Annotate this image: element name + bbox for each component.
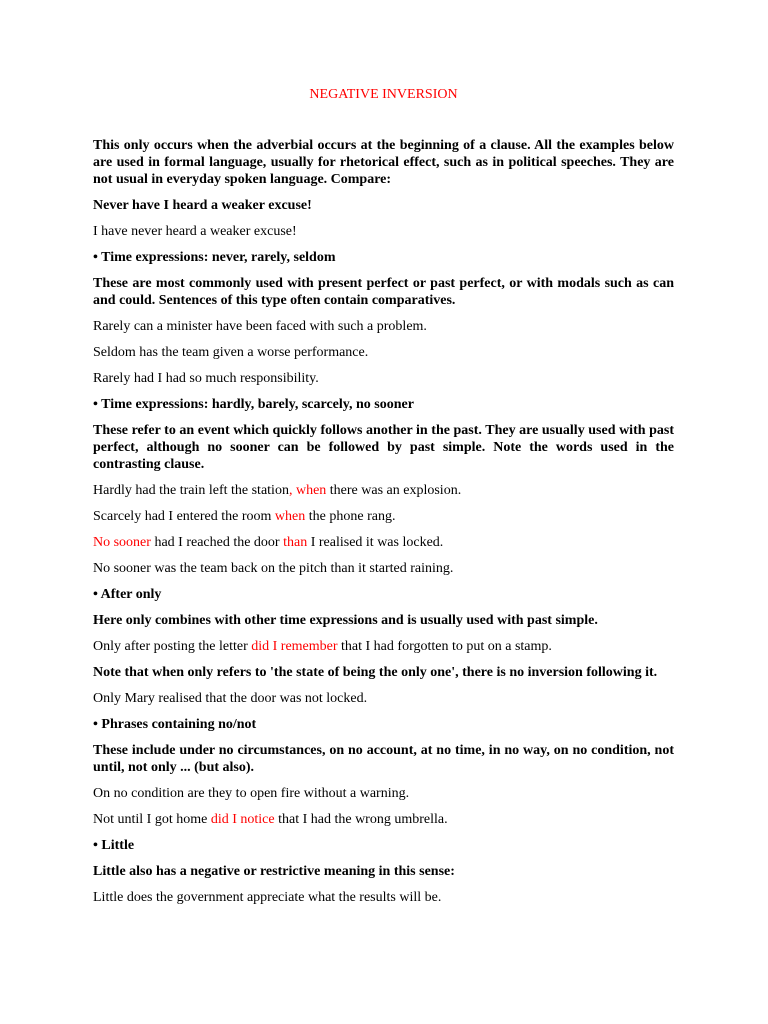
text-segment: These are most commonly used with present perfect or past perfect, or with modals such as can and could. Sentences of this type often contain comparatives. — [93, 276, 674, 308]
text-segment: No sooner was the team back on the pitch than it started raining. — [93, 561, 454, 576]
text-segment: Not until I got home — [93, 812, 211, 827]
text-segment: These refer to an event which quickly follows another in the past. They are usually used with past perfect, although no sooner can be followed by past simple. Note the words used in the contrasting clause. — [93, 423, 674, 472]
bold-paragraph — [93, 422, 674, 473]
highlighted-text: than — [283, 535, 308, 550]
text-segment: • Time expressions: hardly, barely, scarcely, no sooner — [93, 397, 414, 412]
bold-paragraph — [93, 586, 674, 603]
bold-paragraph — [93, 837, 674, 854]
example-sentence — [93, 638, 674, 655]
text-segment: Never have I heard a weaker excuse! — [93, 198, 312, 213]
example-sentence — [93, 482, 674, 499]
bold-paragraph — [93, 664, 674, 681]
example-sentence — [93, 223, 674, 240]
text-segment: • Time expressions: never, rarely, seldom — [93, 250, 336, 265]
text-segment: Note that when only refers to 'the state of being the only one', there is no inversion following it. — [93, 665, 658, 680]
text-segment: These include under no circumstances, on no account, at no time, in no way, on no condition, not until, not only ... (but also). — [93, 743, 674, 775]
text-segment: there was an explosion. — [326, 483, 462, 498]
text-segment: • Little — [93, 838, 135, 853]
text-segment: Only Mary realised that the door was not locked. — [93, 691, 368, 706]
text-segment: Rarely can a minister have been faced with such a problem. — [93, 319, 427, 334]
text-segment: that I had the wrong umbrella. — [274, 812, 448, 827]
bold-paragraph — [93, 197, 674, 214]
text-segment: Little does the government appreciate what the results will be. — [93, 890, 442, 905]
example-sentence — [93, 318, 674, 335]
text-segment: Seldom has the team given a worse performance. — [93, 345, 369, 360]
bold-paragraph — [93, 863, 674, 880]
text-segment: • Phrases containing no/not — [93, 717, 257, 732]
example-sentence — [93, 811, 674, 828]
bold-paragraph — [93, 742, 674, 776]
text-segment: had I reached the door — [150, 535, 284, 550]
highlighted-text: did I remember — [251, 639, 338, 654]
bold-paragraph — [93, 716, 674, 733]
bold-paragraph — [93, 137, 674, 188]
text-segment: This only occurs when the adverbial occurs at the beginning of a clause. All the examples below are used in formal language, usually for rhetorical effect, such as in political speeches. They are not usual in everyday spoken language. Compare: — [93, 138, 674, 187]
example-sentence — [93, 889, 674, 906]
example-sentence — [93, 344, 674, 361]
text-segment: the phone rang. — [305, 509, 396, 524]
highlighted-text: did I notice — [210, 812, 275, 827]
bold-paragraph — [93, 396, 674, 413]
example-sentence — [93, 508, 674, 525]
example-sentence — [93, 785, 674, 802]
highlighted-text: , when — [288, 483, 327, 498]
text-segment: Rarely had I had so much responsibility. — [93, 371, 319, 386]
bold-paragraph — [93, 275, 674, 309]
text-segment: Little also has a negative or restrictive meaning in this sense: — [93, 864, 455, 879]
text-segment: On no condition are they to open fire without a warning. — [93, 786, 410, 801]
text-segment: I have never heard a weaker excuse! — [93, 224, 297, 239]
bold-paragraph — [93, 249, 674, 266]
example-sentence — [93, 690, 674, 707]
text-segment: • After only — [93, 587, 162, 602]
text-segment: Only after posting the letter — [93, 639, 252, 654]
example-sentence — [93, 534, 674, 551]
example-sentence — [93, 370, 674, 387]
highlighted-text: No sooner — [93, 535, 151, 550]
example-sentence — [93, 560, 674, 577]
document-title: NEGATIVE INVERSION — [309, 87, 458, 102]
text-segment: Scarcely had I entered the room — [93, 509, 275, 524]
highlighted-text: when — [274, 509, 306, 524]
text-segment: I realised it was locked. — [307, 535, 444, 550]
text-segment: that I had forgotten to put on a stamp. — [337, 639, 552, 654]
text-segment: Here only combines with other time expressions and is usually used with past simple. — [93, 613, 598, 628]
text-segment: Hardly had the train left the station — [93, 483, 289, 498]
bold-paragraph — [93, 612, 674, 629]
document-body — [93, 137, 674, 906]
